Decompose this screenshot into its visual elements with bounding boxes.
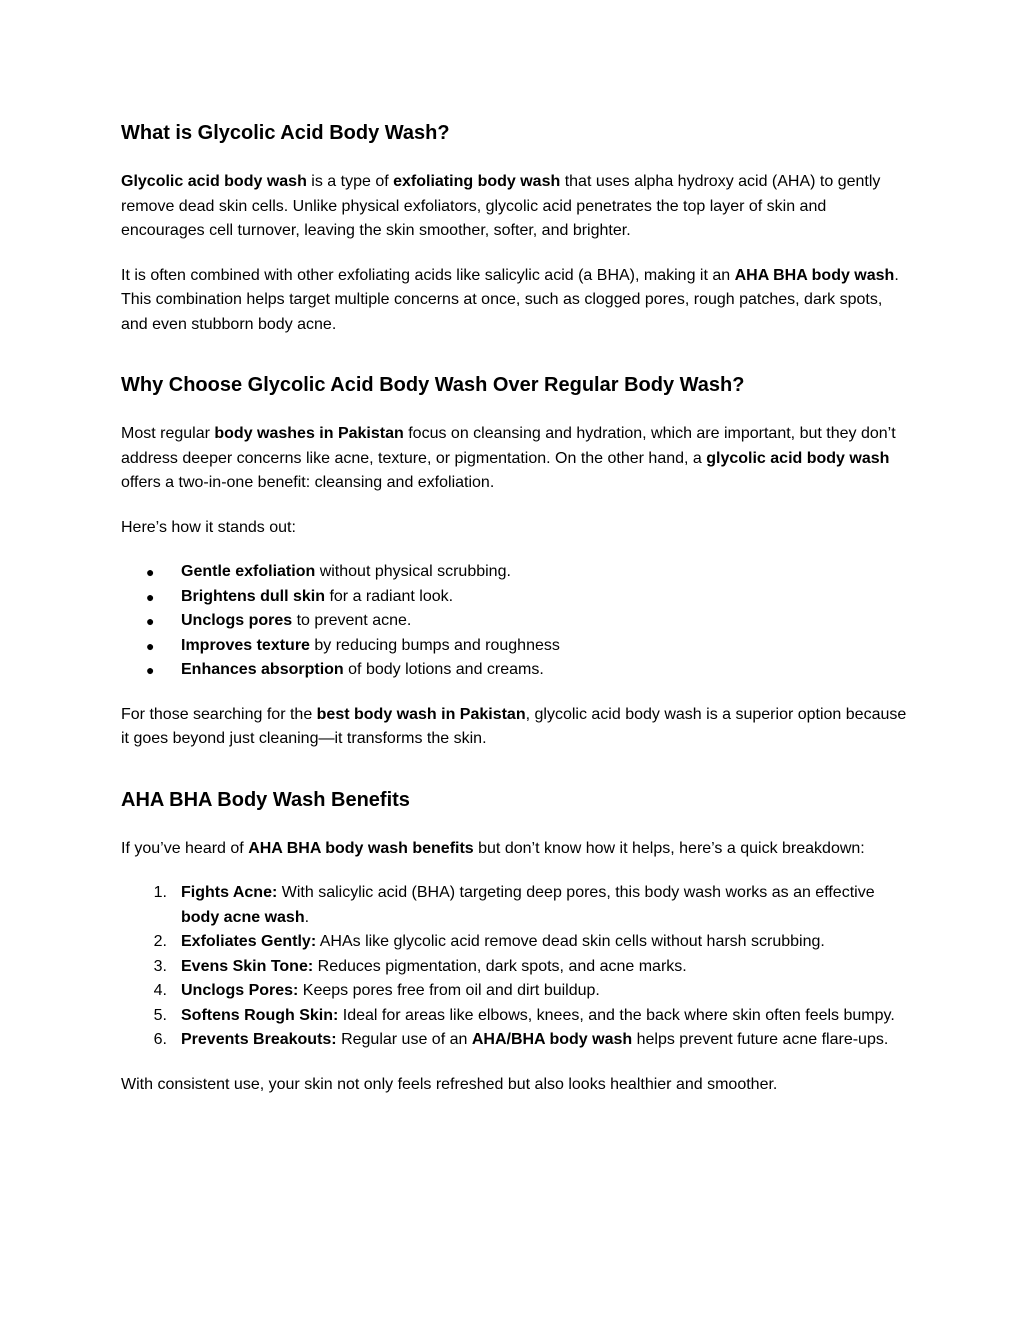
text-span: for a radiant look. [325, 587, 454, 605]
document-page [121, 118, 911, 1097]
list-item [121, 658, 911, 683]
paragraph-best-body-wash [121, 703, 911, 752]
bold-text: AHA BHA body wash [734, 266, 895, 284]
list-item [121, 955, 911, 980]
paragraph-regular-washes [121, 422, 911, 496]
bold-text: Fights Acne: [181, 884, 278, 901]
text-span: focus on cleansing and hydration, which are important, but they don’t address deeper concerns like acne, texture, or pigmentation. On the other hand, a [121, 425, 896, 467]
text-span: For those searching for the [121, 705, 317, 723]
text-span: offers a two-in-one benefit: cleansing and exfoliation. [121, 474, 495, 491]
text-span: AHAs like glycolic acid remove dead skin cells without harsh scrubbing. [316, 933, 825, 950]
text-span: Ideal for areas like elbows, knees, and the back where skin often feels bumpy. [338, 1006, 895, 1024]
bold-text: Gentle exfoliation [181, 563, 316, 580]
list-item [121, 1004, 911, 1029]
text-span: but don’t know how it helps, here’s a quick breakdown: [473, 839, 865, 857]
bold-text: Glycolic acid body wash [121, 173, 307, 190]
bold-text: Exfoliates Gently: [181, 933, 317, 950]
list-item [121, 1028, 911, 1053]
list-item [121, 560, 911, 585]
paragraph-combination [121, 264, 911, 338]
text-span: by reducing bumps and roughness [309, 636, 560, 654]
section-heading-aha-bha-benefits: AHA BHA Body Wash Benefits [121, 788, 410, 811]
text-span: Keeps pores free from oil and dirt buildup. [298, 982, 600, 999]
bold-text: best body wash in Pakistan [316, 705, 526, 723]
bullet-icon: ● [146, 637, 155, 654]
text-span: Regular use of an [336, 1031, 472, 1048]
text-span: . [304, 908, 310, 926]
bold-text: AHA BHA body wash benefits [248, 839, 474, 857]
bullet-list-benefits [121, 560, 911, 683]
list-item [121, 979, 911, 1004]
bold-text: exfoliating body wash [393, 173, 561, 190]
bullet-icon: ● [146, 588, 155, 605]
section-heading-why-choose: Why Choose Glycolic Acid Body Wash Over Regular Body Wash? [121, 374, 745, 396]
bullet-icon: ● [146, 564, 155, 580]
text-span: that uses alpha hydroxy acid (AHA) to gently remove dead skin cells. Unlike physical exfoliators, glycolic acid penetrates the top layer of skin and encourages cell turnover, leaving the skin smoother, softer, and brighter. [121, 173, 881, 239]
section-heading-what-is: What is Glycolic Acid Body Wash? [121, 122, 450, 144]
text-span: . This combination helps target multiple concerns at once, such as clogged pores, rough patches, dark spots, and even stubborn body acne. [121, 266, 899, 333]
list-item [121, 585, 911, 610]
text-span: It is often combined with other exfoliating acids like salicylic acid (a BHA), making it an [121, 266, 735, 284]
bold-text: Prevents Breakouts: [181, 1031, 337, 1048]
numbered-list-benefits [121, 881, 911, 1053]
bold-text: Brightens dull skin [181, 587, 326, 605]
bullet-icon: ● [146, 613, 155, 629]
list-item [121, 609, 911, 634]
bold-text: Enhances absorption [181, 661, 344, 678]
text-span: With salicylic acid (BHA) targeting deep pores, this body wash works as an effective [277, 884, 875, 901]
bold-text: Unclogs Pores: [181, 982, 299, 999]
paragraph-benefits-intro [121, 837, 911, 862]
list-number: 5. [153, 1006, 167, 1024]
list-item [121, 881, 911, 930]
text-span: helps prevent future acne flare-ups. [632, 1031, 889, 1048]
paragraph-definition [121, 170, 911, 244]
text-span: without physical scrubbing. [315, 563, 511, 580]
bold-text: Improves texture [181, 636, 310, 654]
list-number: 4. [153, 982, 167, 999]
list-item [121, 634, 911, 659]
paragraph-stands-out-intro: Here’s how it stands out: [121, 518, 296, 536]
text-span: to prevent acne. [292, 612, 412, 629]
list-number: 6. [153, 1031, 167, 1048]
list-number: 1. [153, 884, 167, 901]
text-span: is a type of [306, 173, 394, 190]
list-number: 3. [153, 957, 167, 975]
bold-text: AHA/BHA body wash [471, 1031, 633, 1048]
list-number: 2. [153, 933, 167, 950]
list-item [121, 930, 911, 955]
text-span: Reduces pigmentation, dark spots, and acne marks. [313, 957, 687, 975]
text-span: If you’ve heard of [121, 839, 249, 857]
bold-text: Evens Skin Tone: [181, 957, 314, 975]
bold-text: Unclogs pores [181, 612, 293, 629]
paragraph-closing: With consistent use, your skin not only feels refreshed but also looks healthier and smoother. [121, 1075, 778, 1093]
text-span: of body lotions and creams. [343, 661, 544, 678]
text-span: Most regular [121, 425, 215, 442]
bold-text: Softens Rough Skin: [181, 1006, 339, 1024]
bold-text: body acne wash [181, 908, 305, 926]
bold-text: body washes in Pakistan [214, 425, 404, 442]
bullet-icon: ● [146, 662, 155, 678]
bold-text: glycolic acid body wash [706, 449, 890, 467]
text-span: , glycolic acid body wash is a superior option because it goes beyond just cleaning—it transforms the skin. [121, 705, 907, 747]
